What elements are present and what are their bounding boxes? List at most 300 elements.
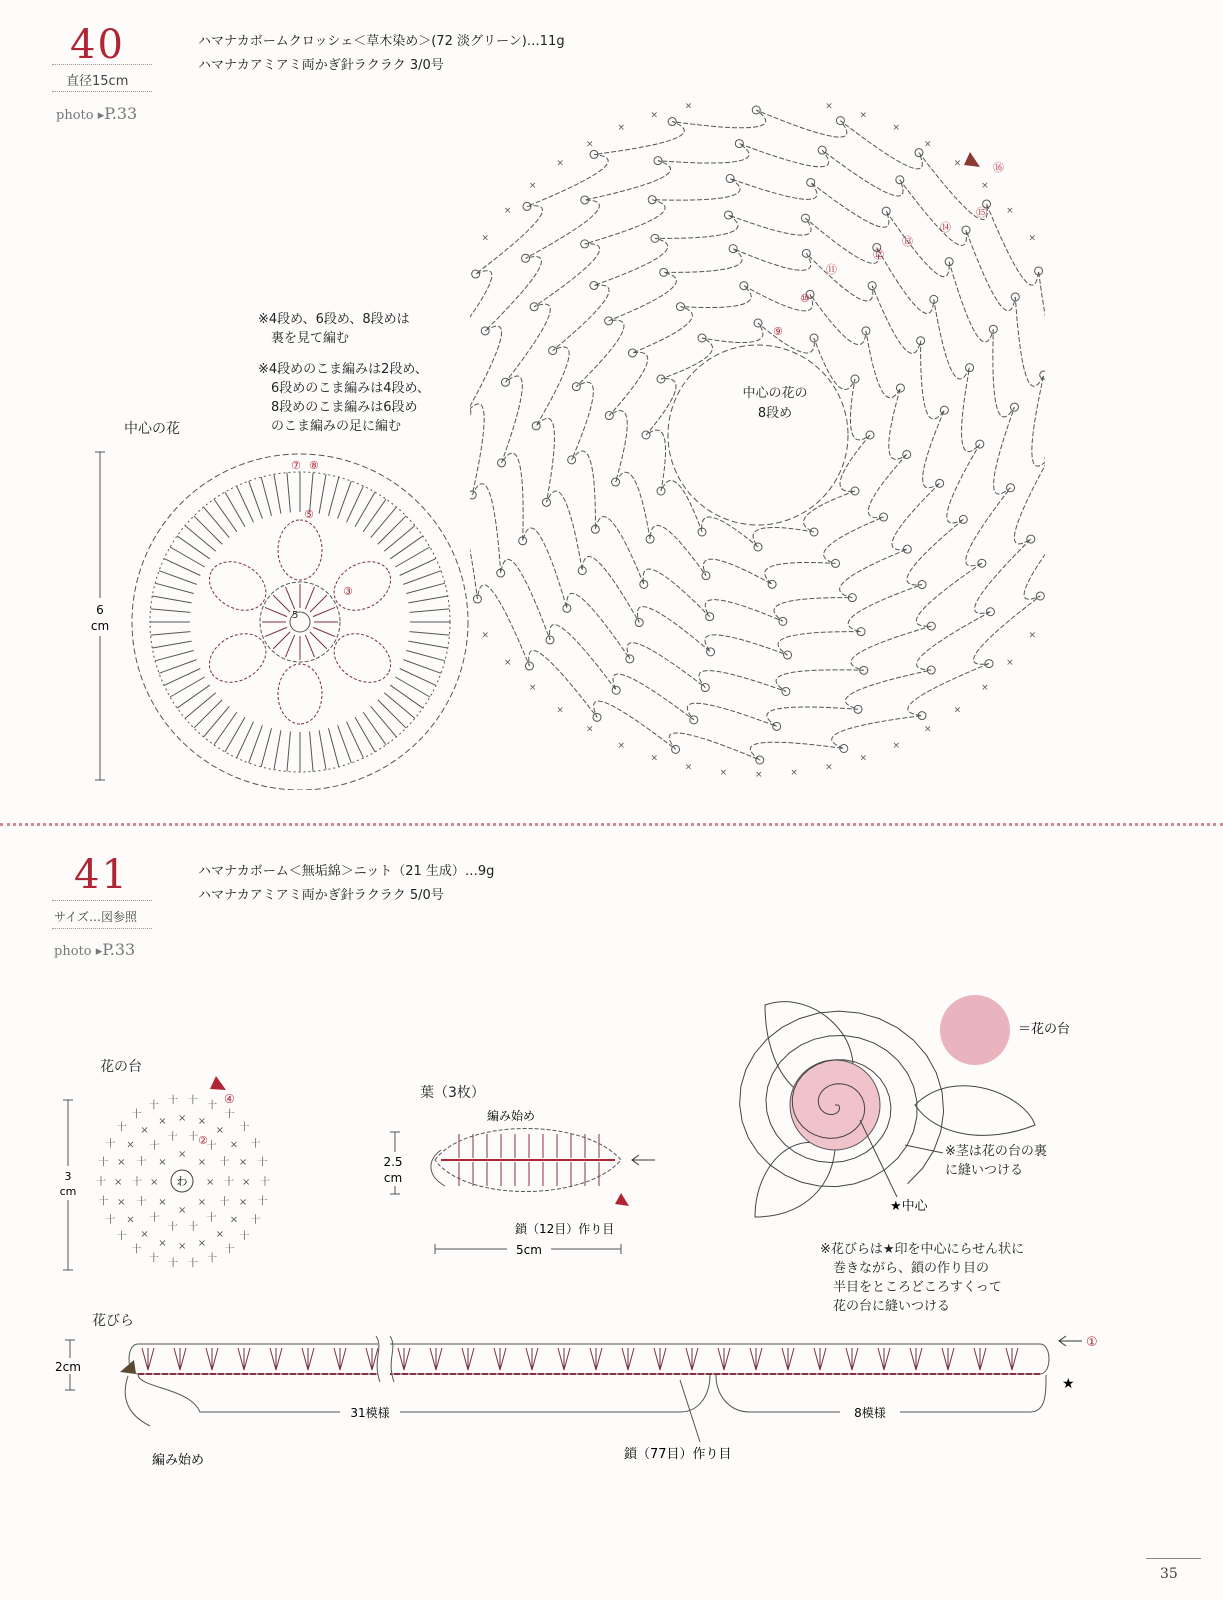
- treble-stitch: [319, 474, 326, 513]
- stitch-mark: 十: [257, 1157, 268, 1169]
- leaf-motif: [431, 1129, 621, 1192]
- sc-mark: ×: [981, 180, 989, 191]
- pattern-number-40: 40: [70, 22, 125, 68]
- treble-stitch: [151, 632, 191, 635]
- stitch-mark: ×: [158, 1116, 167, 1128]
- fan-stitch: [1012, 1348, 1018, 1370]
- treble-stitch: [384, 693, 415, 719]
- note-line: 8段めのこま編みは6段め: [258, 400, 418, 415]
- stitch-mark: 十: [260, 1177, 270, 1188]
- sc-mark: ×: [503, 205, 512, 216]
- leaf-chart: [375, 1100, 695, 1260]
- page-number-rule: [1146, 1558, 1201, 1559]
- leader-line: [905, 1145, 943, 1153]
- fan-stitch: [558, 1348, 564, 1370]
- petal-outline: [201, 624, 275, 692]
- treble-stitch: [214, 499, 237, 532]
- chain-loop: [470, 144, 1045, 727]
- treble-stitch: [403, 571, 441, 585]
- treble-stitch: [155, 650, 194, 660]
- center-flower-chart: [80, 440, 480, 790]
- picot: [915, 149, 923, 157]
- stitch-mark: 十: [168, 1258, 179, 1270]
- stitch-mark: 十: [148, 1253, 159, 1265]
- stitch-mark: 十: [167, 1132, 178, 1144]
- row-marker: ⑩: [800, 292, 810, 305]
- petal-outline: [325, 624, 399, 692]
- row-notes-2: [258, 360, 430, 436]
- stitch-mark: ×: [117, 1196, 126, 1208]
- row-marker: ⑧: [309, 459, 319, 472]
- height-label: 2cm: [55, 1360, 81, 1374]
- fan-stitch: [334, 1348, 340, 1370]
- photo-page: P.33: [102, 940, 136, 959]
- treble-stitch: [410, 609, 450, 612]
- leaf-title: 葉（3枚）: [420, 1085, 485, 1101]
- stitch-mark: 十: [219, 1157, 230, 1169]
- treble-stitch: [152, 596, 191, 603]
- treble-stitch: [310, 732, 313, 772]
- fan-stitch: [244, 1348, 250, 1370]
- center-stitch: [265, 607, 287, 616]
- magic-ring-label: わ: [176, 1175, 188, 1188]
- sc-mark: ×: [650, 110, 659, 121]
- treble-stitch: [371, 706, 397, 737]
- sc-mark: ×: [503, 658, 512, 669]
- sc-mark: ×: [892, 740, 901, 751]
- stitch-mark: ×: [242, 1177, 251, 1188]
- stitch-mark: ×: [158, 1237, 167, 1249]
- stitch-mark: ×: [178, 1149, 187, 1160]
- divider: [52, 928, 152, 929]
- fan-stitch: [212, 1348, 218, 1370]
- treble-stitch: [152, 641, 191, 648]
- repeat-bracket: [138, 1375, 1046, 1412]
- row-arrow-icon: [1059, 1336, 1082, 1346]
- fan-stitch: [884, 1348, 890, 1370]
- stitch-mark: 十: [257, 1196, 268, 1208]
- note-line: 6段めのこま編みは4段め、: [258, 381, 431, 396]
- petal-start-label: 編み始め: [152, 1453, 205, 1468]
- fan-stitch: [686, 1348, 692, 1370]
- petal-outline: [201, 552, 275, 620]
- treble-stitch: [408, 596, 447, 603]
- stitch-mark: 十: [206, 1141, 217, 1153]
- divider: [52, 900, 152, 901]
- petal-outline: [325, 552, 399, 620]
- sc-mark: ×: [953, 705, 962, 716]
- treble-stitch: [338, 481, 352, 519]
- leaf-start-label: 編み始め: [487, 1109, 536, 1123]
- strip-outline: [129, 1344, 1049, 1374]
- sc-mark: ×: [1006, 658, 1014, 669]
- treble-stitch: [384, 526, 415, 552]
- treble-stitch: [378, 700, 406, 728]
- sc-mark: ×: [556, 705, 564, 716]
- chain-loop: [536, 215, 980, 655]
- stitch-mark: 十: [136, 1196, 147, 1208]
- stitch-mark: 十: [239, 1122, 250, 1134]
- chain-loop: [502, 179, 1015, 692]
- center-stitch: [313, 607, 335, 616]
- sc-mark: ×: [556, 158, 564, 169]
- sc-mark: ×: [684, 762, 693, 773]
- stitch-mark: 十: [116, 1231, 127, 1243]
- fan-stitch: [430, 1348, 436, 1370]
- row-marker: ⑮: [976, 206, 987, 219]
- treble-stitch: [274, 730, 281, 769]
- treble-stitch: [363, 499, 386, 532]
- page-number: 35: [1160, 1566, 1178, 1582]
- treble-stitch: [261, 477, 271, 516]
- end-triangle-icon: [615, 1193, 629, 1206]
- stitch-mark: ×: [197, 1116, 207, 1128]
- stitch-mark: ×: [158, 1157, 167, 1169]
- center-stitch: [285, 635, 294, 657]
- fan-stitch: [820, 1348, 826, 1370]
- stitch-mark: ×: [126, 1139, 135, 1151]
- stitch-mark: 十: [207, 1253, 218, 1265]
- picot: [612, 686, 620, 694]
- stitch-mark: ×: [126, 1214, 135, 1226]
- note-line: ※4段め、6段め、8段めは: [258, 312, 410, 327]
- fan-stitch: [590, 1348, 596, 1370]
- treble-stitch: [371, 507, 397, 538]
- stitch-mark: 十: [148, 1100, 159, 1112]
- row-marker: ⑦: [291, 459, 301, 472]
- fan-stitch: [436, 1348, 442, 1370]
- fan-stitch: [718, 1348, 724, 1370]
- fan-stitch: [750, 1348, 756, 1370]
- fan-stitch: [814, 1348, 820, 1370]
- stitch-mark: ×: [114, 1177, 123, 1188]
- stitch-mark: 十: [131, 1244, 142, 1256]
- treble-stitch: [214, 712, 237, 745]
- treble-stitch: [194, 516, 222, 544]
- center-flower-title: 中心の花: [124, 421, 180, 437]
- start-triangle-icon: [120, 1360, 136, 1374]
- fan-stitch: [500, 1348, 506, 1370]
- sc-mark: ×: [528, 683, 537, 694]
- fan-stitch: [564, 1348, 570, 1370]
- fan-stitch: [788, 1348, 794, 1370]
- stitch-mark: ×: [197, 1196, 207, 1208]
- fan-stitch: [532, 1348, 538, 1370]
- doily-chart: [470, 95, 1045, 785]
- leader-line: [860, 1120, 897, 1197]
- treble-stitch: [249, 481, 263, 519]
- fan-stitch: [1006, 1348, 1012, 1370]
- stitch-mark: 十: [239, 1231, 250, 1243]
- assembly-diagram: [735, 985, 1145, 1235]
- stitch-mark: ×: [117, 1157, 126, 1169]
- repeat-count-right: 8模様: [854, 1406, 886, 1420]
- treble-stitch: [287, 732, 290, 772]
- fan-stitch: [398, 1348, 404, 1370]
- chain-loop: [646, 323, 870, 547]
- height-value: 6: [96, 603, 104, 617]
- sc-mark: ×: [586, 724, 594, 735]
- doily-motif: [470, 101, 1045, 780]
- stitch-mark: ×: [206, 1177, 215, 1188]
- doily-center-label: 中心の花の: [742, 386, 808, 401]
- stitch-mark: ×: [178, 1205, 187, 1216]
- row-marker: ①: [1086, 1335, 1098, 1350]
- center-stitch: [310, 595, 327, 612]
- treble-stitch: [204, 507, 230, 538]
- treble-stitch: [363, 712, 386, 745]
- picot: [882, 207, 890, 215]
- stitch-mark: 十: [136, 1157, 147, 1169]
- treble-stitch: [406, 650, 445, 660]
- treble-stitch: [408, 641, 447, 648]
- fan-stitch: [308, 1348, 314, 1370]
- height-unit: cm: [90, 619, 110, 633]
- sc-mark: ×: [650, 753, 659, 764]
- sc-mark: ×: [825, 101, 833, 112]
- note-line: ※4段めのこま編みは2段め、: [258, 362, 428, 377]
- sc-mark: ×: [892, 123, 901, 134]
- leaf-chain-label: 鎖（12目）作り目: [515, 1222, 615, 1236]
- sc-mark: ×: [719, 768, 728, 779]
- photo-label: photo: [54, 944, 92, 959]
- sc-mark: ×: [1006, 205, 1014, 216]
- treble-stitch: [406, 583, 445, 593]
- stitch-mark: ×: [238, 1157, 248, 1169]
- stitch-mark: 十: [116, 1122, 127, 1134]
- petal-chart: [40, 1330, 1120, 1480]
- fan-stitch: [462, 1348, 468, 1370]
- stitch-mark: 十: [187, 1095, 198, 1107]
- stitch-mark: 十: [224, 1109, 235, 1121]
- petal-title: 花びら: [92, 1313, 134, 1329]
- treble-stitch: [390, 536, 423, 559]
- stitch-mark: 十: [132, 1177, 142, 1188]
- photo-label: photo: [56, 108, 94, 123]
- fan-stitch: [852, 1348, 858, 1370]
- photo-reference: photo ▸P.33: [54, 940, 136, 959]
- fan-stitch: [910, 1348, 916, 1370]
- row-marker: ④: [224, 1092, 235, 1106]
- treble-stitch: [159, 660, 197, 674]
- note-line: 半目をところどころすくって: [820, 1280, 1002, 1295]
- stitch-mark: 十: [250, 1215, 261, 1227]
- picot: [735, 140, 743, 148]
- fan-stitch: [340, 1348, 346, 1370]
- stitch-mark: 十: [149, 1212, 160, 1224]
- divider: [52, 91, 152, 92]
- treble-stitch: [328, 477, 338, 516]
- note-line: に縫いつける: [945, 1163, 1024, 1178]
- photo-page: P.33: [104, 104, 138, 123]
- treble-stitch: [185, 526, 216, 552]
- treble-stitch: [261, 728, 271, 767]
- pattern-number-41: 41: [74, 852, 129, 898]
- sc-mark: ×: [924, 724, 932, 735]
- material-list: [198, 30, 565, 78]
- treble-stitch: [319, 730, 326, 769]
- stitch-mark: 十: [224, 1244, 235, 1256]
- treble-stitch: [159, 571, 197, 585]
- sc-mark: ×: [859, 110, 867, 121]
- stitch-mark: 十: [149, 1141, 160, 1153]
- stitch-mark: 十: [167, 1221, 178, 1233]
- row-marker: ⑬: [902, 235, 913, 248]
- fan-stitch: [270, 1348, 276, 1370]
- sc-mark: ×: [981, 683, 989, 694]
- chain-loop: [470, 110, 1045, 760]
- repeat-count-left: 31模様: [350, 1406, 390, 1420]
- sc-mark: ×: [825, 762, 833, 773]
- note-line: 巻きながら、鎖の作り目の: [820, 1261, 990, 1276]
- stitch-mark: 十: [105, 1215, 116, 1227]
- hook-text: ハマナカアミアミ両かぎ針ラクラク 3/0号: [198, 58, 444, 73]
- divider: [52, 64, 152, 65]
- height-unit: cm: [383, 1171, 403, 1185]
- stitch-mark: ×: [140, 1125, 149, 1137]
- row-marker: ⑪: [826, 263, 837, 276]
- stitch-mark: ×: [229, 1214, 239, 1226]
- sc-mark: ×: [481, 233, 490, 244]
- fan-stitch: [622, 1348, 628, 1370]
- stitch-mark: 十: [207, 1100, 218, 1112]
- row-marker: ⑨: [773, 325, 783, 338]
- sc-mark: ×: [755, 770, 763, 780]
- stitch-mark: ×: [140, 1228, 149, 1240]
- flower-base-chart: [50, 1070, 300, 1280]
- row-marker: ⑯: [993, 161, 1004, 174]
- fan-stitch: [142, 1348, 148, 1370]
- treble-stitch: [390, 685, 423, 708]
- center-ring: [668, 345, 848, 525]
- leader-line: [125, 1376, 150, 1426]
- sc-mark: ×: [1028, 233, 1036, 244]
- center-mark-label: ★中心: [890, 1199, 928, 1214]
- fan-stitch: [526, 1348, 532, 1370]
- star-icon: ★: [1062, 1376, 1075, 1392]
- legend-label: ＝花の台: [1018, 1022, 1071, 1037]
- fan-stitch: [724, 1348, 730, 1370]
- sc-mark: ×: [684, 101, 693, 112]
- note-line: 裏を見て編む: [258, 331, 350, 346]
- fan-stitch: [174, 1348, 180, 1370]
- fan-stitch: [692, 1348, 698, 1370]
- chain-label: 鎖（77目）作り目: [624, 1447, 732, 1462]
- stitch-mark: 十: [219, 1196, 230, 1208]
- fan-stitch: [180, 1348, 186, 1370]
- base-legend-swatch: [940, 995, 1010, 1065]
- sc-mark: ×: [1028, 630, 1036, 641]
- center-stitch: [310, 632, 327, 649]
- stitch-mark: 十: [168, 1095, 179, 1107]
- stem-note: [945, 1142, 1047, 1180]
- fan-stitch: [942, 1348, 948, 1370]
- treble-stitch: [204, 706, 230, 737]
- sc-mark: ×: [617, 740, 626, 751]
- sc-mark: ×: [953, 158, 962, 169]
- row-marker: ⑫: [873, 248, 884, 261]
- treble-stitch: [328, 728, 338, 767]
- fan-stitch: [596, 1348, 602, 1370]
- fan-stitch: [206, 1348, 212, 1370]
- fan-stitch: [974, 1348, 980, 1370]
- treble-stitch: [338, 725, 352, 763]
- yarn-text: ハマナカボーム＜無垢綿＞ニット（21 生成）…9g: [198, 864, 495, 879]
- stitch-mark: ×: [197, 1157, 207, 1169]
- leaf-shape: [915, 1086, 1035, 1136]
- sc-mark: ×: [617, 123, 626, 134]
- stitch-mark: 十: [250, 1138, 261, 1150]
- stitch-mark: 十: [188, 1221, 199, 1233]
- stitch-mark: ×: [238, 1196, 248, 1208]
- height-value: 3: [64, 1170, 72, 1183]
- fan-stitch: [628, 1348, 634, 1370]
- center-stitch: [313, 627, 335, 636]
- stitch-mark: ×: [150, 1177, 159, 1188]
- material-list: [198, 860, 494, 908]
- stitch-mark: ×: [229, 1139, 239, 1151]
- treble-stitch: [403, 660, 441, 674]
- note-line: ※花びらは★印を中心にらせん状に: [820, 1242, 1025, 1257]
- treble-stitch: [177, 536, 210, 559]
- sc-mark: ×: [790, 768, 798, 779]
- center-stitch: [305, 635, 314, 657]
- stitch-mark: 十: [131, 1109, 142, 1121]
- treble-stitch: [410, 632, 450, 635]
- stitch-mark: 十: [188, 1132, 199, 1144]
- treble-stitch: [274, 474, 281, 513]
- stitch-mark: ×: [197, 1237, 207, 1249]
- center-stitch: [285, 587, 294, 609]
- fan-stitch: [148, 1348, 154, 1370]
- treble-stitch: [185, 693, 216, 719]
- note-line: のこま編みの足に編む: [258, 419, 402, 434]
- leader-line: [680, 1380, 700, 1442]
- treble-stitch: [155, 583, 194, 593]
- row-marker: 5: [292, 610, 299, 621]
- fan-stitch: [878, 1348, 884, 1370]
- size-label: サイズ…図参照: [54, 910, 138, 924]
- treble-stitch: [287, 473, 290, 513]
- fan-stitch: [468, 1348, 474, 1370]
- stitch-mark: ×: [178, 1113, 187, 1124]
- stitch-mark: ×: [158, 1196, 167, 1208]
- petal-motif: [129, 1336, 1049, 1382]
- start-triangle-icon: [964, 152, 980, 167]
- row-marker: ③: [343, 585, 353, 598]
- fan-stitch: [366, 1348, 372, 1370]
- sc-mark: ×: [586, 139, 594, 150]
- stitch-mark: ×: [215, 1125, 225, 1137]
- treble-stitch: [310, 473, 313, 513]
- stitch-mark: 十: [105, 1138, 116, 1150]
- break-mark: [378, 1336, 390, 1382]
- petal-note: [820, 1240, 1024, 1316]
- note-line: 花の台に縫いつける: [820, 1299, 951, 1314]
- leaf-width-label: 5cm: [516, 1243, 542, 1257]
- fan-stitch: [238, 1348, 244, 1370]
- sc-mark: ×: [924, 139, 932, 150]
- section-divider: [0, 823, 1223, 826]
- stitch-mark: 十: [187, 1258, 198, 1270]
- treble-stitch: [249, 725, 263, 763]
- fan-stitch: [660, 1348, 666, 1370]
- center-stitch: [305, 587, 314, 609]
- center-stitch: [273, 632, 290, 649]
- sc-mark: ×: [859, 753, 867, 764]
- treble-stitch: [194, 700, 222, 728]
- stitch-mark: ×: [178, 1241, 187, 1252]
